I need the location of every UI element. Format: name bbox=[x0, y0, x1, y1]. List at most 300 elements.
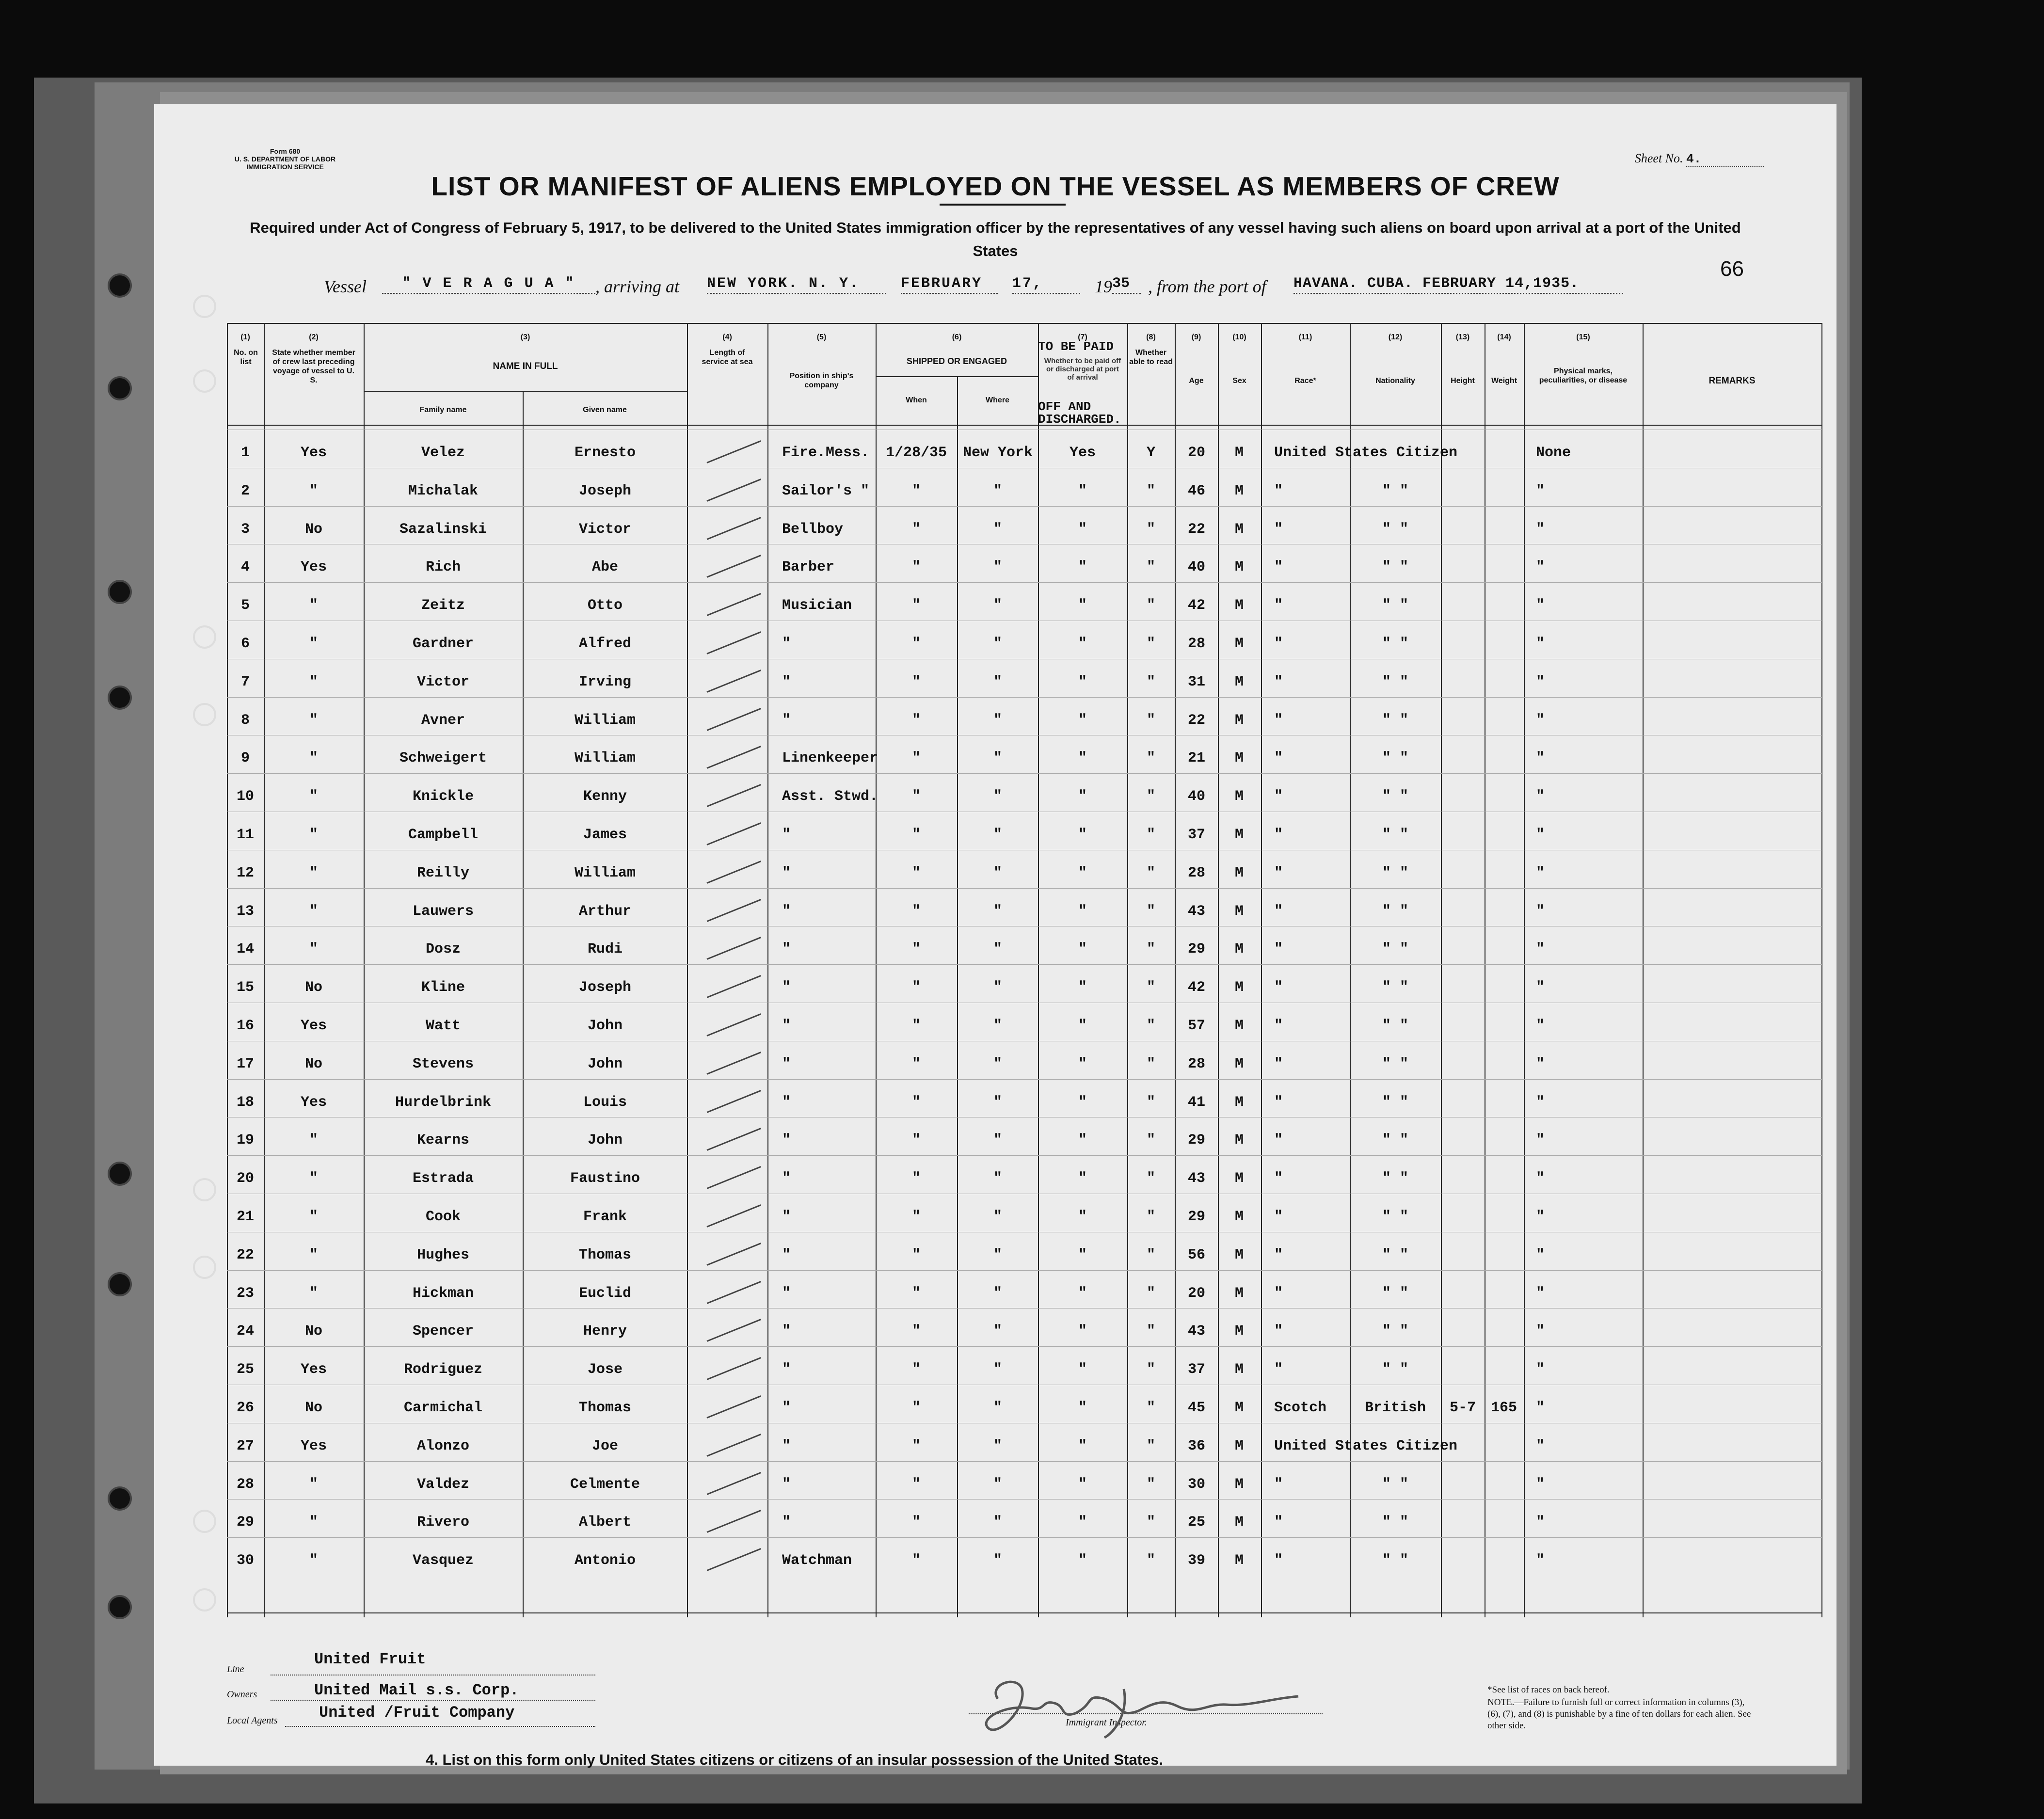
cell-when: " bbox=[911, 1055, 921, 1072]
cell-family: Watt bbox=[425, 1018, 461, 1034]
cell-paid: " bbox=[1078, 673, 1087, 690]
hdr-n15: (15) bbox=[1576, 333, 1590, 341]
cell-when: 1/28/35 bbox=[885, 445, 947, 461]
cell-no: 4 bbox=[240, 559, 250, 576]
cell-sex: M bbox=[1234, 445, 1244, 461]
cell-race: " bbox=[1274, 979, 1283, 996]
service-tick-mark bbox=[706, 937, 761, 960]
cell-given: Faustino bbox=[570, 1170, 640, 1187]
cell-no: 22 bbox=[236, 1246, 255, 1263]
cell-position: " bbox=[782, 827, 791, 843]
cell-no: 26 bbox=[236, 1400, 255, 1416]
cell-nationality: " " bbox=[1382, 1132, 1409, 1149]
cell-race: " bbox=[1274, 1094, 1283, 1111]
cell-read: " bbox=[1146, 1246, 1156, 1263]
cell-nationality: " " bbox=[1382, 750, 1409, 767]
cell-race: " bbox=[1274, 1514, 1283, 1531]
cell-physical: " bbox=[1536, 979, 1545, 996]
cell-nationality: " " bbox=[1382, 979, 1409, 996]
cell-physical: " bbox=[1536, 864, 1545, 881]
cell-race: " bbox=[1274, 864, 1283, 881]
cell-given: Thomas bbox=[578, 1400, 632, 1416]
punch-ring bbox=[193, 1256, 216, 1279]
service-tick-mark bbox=[706, 440, 761, 463]
cell-physical: " bbox=[1536, 1018, 1545, 1034]
cell-when: " bbox=[911, 1285, 921, 1302]
cell-physical: " bbox=[1536, 712, 1545, 729]
hdr-n11: (11) bbox=[1298, 333, 1312, 341]
cell-sex: M bbox=[1234, 1094, 1244, 1111]
cell-family: Vasquez bbox=[412, 1552, 474, 1569]
cell-family: Stevens bbox=[412, 1055, 474, 1072]
cell-given: Abe bbox=[591, 559, 619, 576]
cell-where: " bbox=[993, 1476, 1003, 1493]
cell-race: " bbox=[1274, 712, 1283, 729]
cell-paid: " bbox=[1078, 1170, 1087, 1187]
line-label: Line bbox=[227, 1664, 244, 1675]
table-row bbox=[227, 888, 1822, 926]
hdr-n12: (12) bbox=[1388, 333, 1403, 341]
cell-position: Asst. Stwd. bbox=[782, 788, 878, 805]
cell-where: " bbox=[993, 1209, 1003, 1225]
table-row bbox=[227, 735, 1822, 773]
inspector-label: Immigrant Inspector. bbox=[1066, 1717, 1147, 1728]
hdr-length: Length of service at sea bbox=[702, 349, 753, 366]
cell-position: " bbox=[782, 1514, 791, 1531]
service-tick-mark bbox=[706, 670, 761, 693]
cell-when: " bbox=[911, 559, 921, 576]
vessel-line bbox=[324, 276, 1778, 302]
table-row bbox=[227, 1079, 1822, 1117]
cell-prev: " bbox=[309, 827, 319, 843]
agents-label: Local Agents bbox=[227, 1715, 278, 1726]
cell-age: 57 bbox=[1187, 1018, 1206, 1034]
cell-where: " bbox=[993, 482, 1003, 499]
cell-nationality: " " bbox=[1382, 1552, 1409, 1569]
cell-family: Hickman bbox=[412, 1285, 474, 1302]
stamp-to-be-paid: TO BE PAID bbox=[1038, 339, 1114, 354]
cell-sex: M bbox=[1234, 597, 1244, 614]
cell-position: " bbox=[782, 864, 791, 881]
service-tick-mark bbox=[706, 1013, 761, 1037]
cell-physical: " bbox=[1536, 1246, 1545, 1263]
service: IMMIGRATION SERVICE bbox=[246, 163, 324, 171]
cell-read: " bbox=[1146, 1552, 1156, 1569]
table-row bbox=[227, 1461, 1822, 1500]
cell-position: Linenkeeper bbox=[782, 750, 878, 767]
service-tick-mark bbox=[706, 631, 761, 654]
cell-where: " bbox=[993, 673, 1003, 690]
cell-no: 21 bbox=[236, 1209, 255, 1225]
cell-age: 37 bbox=[1187, 827, 1206, 843]
table-row bbox=[227, 1003, 1822, 1041]
table-row bbox=[227, 812, 1822, 850]
cell-no: 5 bbox=[240, 597, 250, 614]
cell-race: " bbox=[1274, 1018, 1283, 1034]
cell-physical: " bbox=[1536, 1132, 1545, 1149]
service-tick-mark bbox=[706, 1281, 761, 1304]
cell-when: " bbox=[911, 1132, 921, 1149]
cell-prev: Yes bbox=[300, 1437, 327, 1454]
table-row bbox=[227, 468, 1822, 506]
cell-where: " bbox=[993, 1170, 1003, 1187]
cell-nationality: " " bbox=[1382, 1170, 1409, 1187]
cell-prev: Yes bbox=[300, 1094, 327, 1111]
agents-underline bbox=[285, 1726, 595, 1727]
cell-race: Scotch bbox=[1274, 1400, 1327, 1416]
cell-physical: " bbox=[1536, 941, 1545, 958]
table-row bbox=[227, 773, 1822, 812]
cell-race: " bbox=[1274, 788, 1283, 805]
cell-given: John bbox=[587, 1132, 623, 1149]
cell-sex: M bbox=[1234, 864, 1244, 881]
cell-race: " bbox=[1274, 597, 1283, 614]
cell-nationality: " " bbox=[1382, 1246, 1409, 1263]
cell-sex: M bbox=[1234, 1055, 1244, 1072]
hdr-n7: (7) bbox=[1078, 333, 1087, 341]
cell-no: 12 bbox=[236, 864, 255, 881]
hdr-n9: (9) bbox=[1191, 333, 1201, 341]
owners-underline bbox=[271, 1700, 595, 1701]
cell-position: " bbox=[782, 712, 791, 729]
cell-read: " bbox=[1146, 1361, 1156, 1378]
cell-height: 5-7 bbox=[1449, 1400, 1476, 1416]
cell-sex: M bbox=[1234, 941, 1244, 958]
cell-paid: " bbox=[1078, 521, 1087, 538]
cell-nationality: " " bbox=[1382, 1209, 1409, 1225]
table-row bbox=[227, 1155, 1822, 1194]
from-label: , from the port of bbox=[1148, 277, 1266, 296]
cell-physical: " bbox=[1536, 1552, 1545, 1569]
cell-where: " bbox=[993, 864, 1003, 881]
cell-family: Avner bbox=[421, 712, 465, 729]
cell-physical: " bbox=[1536, 521, 1545, 538]
cell-nationality: " " bbox=[1382, 1514, 1409, 1531]
cell-no: 30 bbox=[236, 1552, 255, 1569]
hdr-nationality: Nationality bbox=[1375, 377, 1415, 385]
punch-ring bbox=[193, 1510, 216, 1533]
punch-ring bbox=[193, 369, 216, 393]
service-tick-mark bbox=[706, 1243, 761, 1266]
cell-when: " bbox=[911, 903, 921, 920]
cell-nationality: " " bbox=[1382, 559, 1409, 576]
cell-paid: " bbox=[1078, 1514, 1087, 1531]
cell-sex: M bbox=[1234, 1285, 1244, 1302]
cell-where: " bbox=[993, 979, 1003, 996]
cell-where: " bbox=[993, 1094, 1003, 1111]
cell-prev: No bbox=[304, 1323, 323, 1340]
cell-family: Reilly bbox=[416, 864, 470, 881]
cell-paid: " bbox=[1078, 827, 1087, 843]
cell-given: William bbox=[574, 712, 636, 729]
service-tick-mark bbox=[706, 861, 761, 884]
cell-read: " bbox=[1146, 673, 1156, 690]
table-border-top bbox=[227, 323, 1822, 324]
cell-sex: M bbox=[1234, 1170, 1244, 1187]
cell-family: Alonzo bbox=[416, 1437, 470, 1454]
cell-where: " bbox=[993, 1514, 1003, 1531]
cell-race: " bbox=[1274, 827, 1283, 843]
cell-prev: " bbox=[309, 941, 319, 958]
cell-position: " bbox=[782, 636, 791, 652]
cell-age: 29 bbox=[1187, 941, 1206, 958]
cell-read: " bbox=[1146, 521, 1156, 538]
cell-when: " bbox=[911, 1209, 921, 1225]
cell-position: Fire.Mess. bbox=[782, 445, 870, 461]
cell-nationality: " " bbox=[1382, 1323, 1409, 1340]
header-bottom-rule bbox=[227, 425, 1822, 426]
cell-age: 25 bbox=[1187, 1514, 1206, 1531]
form-meta bbox=[227, 147, 343, 171]
table-row bbox=[227, 1308, 1822, 1346]
cell-paid: " bbox=[1078, 1018, 1087, 1034]
page-subtitle: Required under Act of Congress of February 5, 1917, to be delivered to the United States immigration officer by the representatives of any vessel having such aliens on board upon arrival at a port of the United States bbox=[250, 219, 1741, 259]
cell-sex: M bbox=[1234, 750, 1244, 767]
cell-paid: " bbox=[1078, 1209, 1087, 1225]
cell-given: James bbox=[583, 827, 627, 843]
cell-family: Kearns bbox=[416, 1132, 470, 1149]
cell-nationality: " " bbox=[1382, 1018, 1409, 1034]
cell-when: " bbox=[911, 1437, 921, 1454]
cell-when: " bbox=[911, 1514, 921, 1531]
cell-prev: No bbox=[304, 1055, 323, 1072]
cell-race: " bbox=[1274, 1323, 1283, 1340]
table-row bbox=[227, 659, 1822, 697]
cell-prev: " bbox=[309, 1170, 319, 1187]
table-row bbox=[227, 506, 1822, 544]
cell-physical: " bbox=[1536, 673, 1545, 690]
table-row bbox=[227, 850, 1822, 888]
cell-when: " bbox=[911, 597, 921, 614]
service-tick-mark bbox=[706, 517, 761, 540]
cell-given: Ernesto bbox=[574, 445, 636, 461]
cell-paid: " bbox=[1078, 941, 1087, 958]
cell-family: Rivero bbox=[416, 1514, 470, 1531]
cell-read: " bbox=[1146, 712, 1156, 729]
cell-read: " bbox=[1146, 1018, 1156, 1034]
cell-family: Kline bbox=[421, 979, 465, 996]
cell-position: " bbox=[782, 979, 791, 996]
cell-paid: " bbox=[1078, 1552, 1087, 1569]
cell-physical: " bbox=[1536, 482, 1545, 499]
cell-position: Musician bbox=[782, 597, 852, 614]
cell-no: 16 bbox=[236, 1018, 255, 1034]
cell-age: 40 bbox=[1187, 559, 1206, 576]
cell-prev: Yes bbox=[300, 559, 327, 576]
arrival-day: 17, bbox=[1012, 275, 1080, 294]
cell-prev: " bbox=[309, 1514, 319, 1531]
cell-physical: " bbox=[1536, 1170, 1545, 1187]
cell-prev: " bbox=[309, 788, 319, 805]
cell-position: " bbox=[782, 1018, 791, 1034]
cell-sex: M bbox=[1234, 1361, 1244, 1378]
cell-family: Valdez bbox=[416, 1476, 470, 1493]
hdr-physical: Physical marks, peculiarities, or disease bbox=[1539, 367, 1628, 384]
cell-family: Rich bbox=[425, 559, 461, 576]
service-tick-mark bbox=[706, 1166, 761, 1189]
cell-family: Spencer bbox=[412, 1323, 474, 1340]
cell-position: " bbox=[782, 1437, 791, 1454]
cell-position: " bbox=[782, 1285, 791, 1302]
cell-no: 23 bbox=[236, 1285, 255, 1302]
table-row bbox=[227, 1537, 1822, 1576]
cell-prev: Yes bbox=[300, 1018, 327, 1034]
cell-no: 11 bbox=[236, 827, 255, 843]
cell-nationality: " " bbox=[1382, 1055, 1409, 1072]
cell-age: 28 bbox=[1187, 636, 1206, 652]
cell-position: " bbox=[782, 903, 791, 920]
line-value: United Fruit bbox=[314, 1650, 426, 1668]
cell-prev: No bbox=[304, 979, 323, 996]
table-row bbox=[227, 1117, 1822, 1155]
cell-race: " bbox=[1274, 482, 1283, 499]
cell-physical: " bbox=[1536, 903, 1545, 920]
cell-family: Victor bbox=[416, 673, 470, 690]
service-tick-mark bbox=[706, 708, 761, 731]
cell-where: " bbox=[993, 597, 1003, 614]
cell-read: " bbox=[1146, 788, 1156, 805]
cell-nationality: " " bbox=[1382, 673, 1409, 690]
cell-position: Watchman bbox=[782, 1552, 852, 1569]
hdr-n1: (1) bbox=[240, 333, 250, 341]
cell-when: " bbox=[911, 1476, 921, 1493]
cell-nationality: " " bbox=[1382, 521, 1409, 538]
service-tick-mark bbox=[706, 593, 761, 616]
cell-sex: M bbox=[1234, 788, 1244, 805]
table-row bbox=[227, 964, 1822, 1003]
punch-ring bbox=[193, 703, 216, 726]
cell-given: Kenny bbox=[583, 788, 627, 805]
cell-paid: " bbox=[1078, 979, 1087, 996]
hdr-n13: (13) bbox=[1455, 333, 1470, 341]
cell-read: " bbox=[1146, 1055, 1156, 1072]
cell-given: Victor bbox=[578, 521, 632, 538]
hdr-shipped: SHIPPED OR ENGAGED bbox=[906, 356, 1007, 366]
cell-when: " bbox=[911, 979, 921, 996]
cell-read: " bbox=[1146, 1094, 1156, 1111]
cell-when: " bbox=[911, 482, 921, 499]
service-tick-mark bbox=[706, 1357, 761, 1380]
cell-physical: " bbox=[1536, 1209, 1545, 1225]
service-tick-mark bbox=[706, 1548, 761, 1571]
cell-read: " bbox=[1146, 827, 1156, 843]
table-row bbox=[227, 1194, 1822, 1232]
hdr-n5: (5) bbox=[816, 333, 827, 341]
cell-nationality: " " bbox=[1382, 1285, 1409, 1302]
hdr-n6: (6) bbox=[952, 333, 962, 341]
cell-paid: " bbox=[1078, 1476, 1087, 1493]
cell-physical: " bbox=[1536, 1094, 1545, 1111]
cell-where: " bbox=[993, 827, 1003, 843]
cell-when: " bbox=[911, 750, 921, 767]
cell-paid: " bbox=[1078, 1400, 1087, 1416]
cell-where: " bbox=[993, 1132, 1003, 1149]
cell-sex: M bbox=[1234, 1514, 1244, 1531]
cell-no: 17 bbox=[236, 1055, 255, 1072]
cell-where: " bbox=[993, 1018, 1003, 1034]
cell-physical: " bbox=[1536, 1361, 1545, 1378]
cell-prev: " bbox=[309, 712, 319, 729]
service-tick-mark bbox=[706, 1319, 761, 1342]
cell-family: Michalak bbox=[408, 482, 479, 499]
cell-position: " bbox=[782, 1170, 791, 1187]
owners-value: United Mail s.s. Corp. bbox=[314, 1681, 519, 1699]
service-tick-mark bbox=[706, 479, 761, 502]
cell-read: " bbox=[1146, 979, 1156, 996]
cell-physical: " bbox=[1536, 559, 1545, 576]
shipped-subrule bbox=[876, 376, 1038, 377]
cell-paid: " bbox=[1078, 1285, 1087, 1302]
cell-given: Albert bbox=[578, 1514, 632, 1531]
cell-race: " bbox=[1274, 1476, 1283, 1493]
cell-age: 41 bbox=[1187, 1094, 1206, 1111]
cell-race: " bbox=[1274, 1552, 1283, 1569]
cell-prev: " bbox=[309, 482, 319, 499]
cell-paid: " bbox=[1078, 1437, 1087, 1454]
cell-given: Frank bbox=[583, 1209, 627, 1225]
cell-where: " bbox=[993, 750, 1003, 767]
cell-no: 20 bbox=[236, 1170, 255, 1187]
cell-family: Gardner bbox=[412, 636, 474, 652]
cell-read: " bbox=[1146, 1132, 1156, 1149]
cell-physical: " bbox=[1536, 1437, 1545, 1454]
hdr-n4: (4) bbox=[722, 333, 732, 341]
cell-sex: M bbox=[1234, 1437, 1244, 1454]
cell-where: " bbox=[993, 1323, 1003, 1340]
cell-read: " bbox=[1146, 1323, 1156, 1340]
cell-age: 20 bbox=[1187, 1285, 1206, 1302]
cell-age: 21 bbox=[1187, 750, 1206, 767]
cell-sex: M bbox=[1234, 827, 1244, 843]
cell-where: " bbox=[993, 712, 1003, 729]
cell-read: " bbox=[1146, 1476, 1156, 1493]
cell-paid: " bbox=[1078, 903, 1087, 920]
table-border-bottom bbox=[227, 1612, 1822, 1613]
cell-race: " bbox=[1274, 636, 1283, 652]
cell-no: 14 bbox=[236, 941, 255, 958]
cell-physical: " bbox=[1536, 1400, 1545, 1416]
service-tick-mark bbox=[706, 746, 761, 769]
cell-family: Hughes bbox=[416, 1246, 470, 1263]
cell-sex: M bbox=[1234, 1246, 1244, 1263]
cell-where: New York bbox=[962, 445, 1033, 461]
cell-paid: " bbox=[1078, 1361, 1087, 1378]
cell-age: 45 bbox=[1187, 1400, 1206, 1416]
cell-read: " bbox=[1146, 864, 1156, 881]
cell-prev: " bbox=[309, 1132, 319, 1149]
cell-age: 40 bbox=[1187, 788, 1206, 805]
cell-sex: M bbox=[1234, 1323, 1244, 1340]
punch-ring bbox=[193, 625, 216, 649]
cell-given: Alfred bbox=[578, 636, 632, 652]
cell-no: 29 bbox=[236, 1514, 255, 1531]
cell-position: " bbox=[782, 1132, 791, 1149]
cell-position: " bbox=[782, 941, 791, 958]
cell-prev: " bbox=[309, 903, 319, 920]
cell-when: " bbox=[911, 636, 921, 652]
binder-hole bbox=[108, 1162, 132, 1186]
cell-paid: Yes bbox=[1069, 445, 1096, 461]
cell-position: " bbox=[782, 1094, 791, 1111]
cell-paid: " bbox=[1078, 559, 1087, 576]
hdr-n3: (3) bbox=[520, 333, 530, 341]
cell-when: " bbox=[911, 1094, 921, 1111]
cell-race: " bbox=[1274, 1209, 1283, 1225]
punch-ring bbox=[193, 1588, 216, 1612]
cell-age: 22 bbox=[1187, 712, 1206, 729]
table-row bbox=[227, 582, 1822, 621]
hdr-paid: Whether to be paid off or discharged at port of arrival bbox=[1044, 357, 1121, 382]
